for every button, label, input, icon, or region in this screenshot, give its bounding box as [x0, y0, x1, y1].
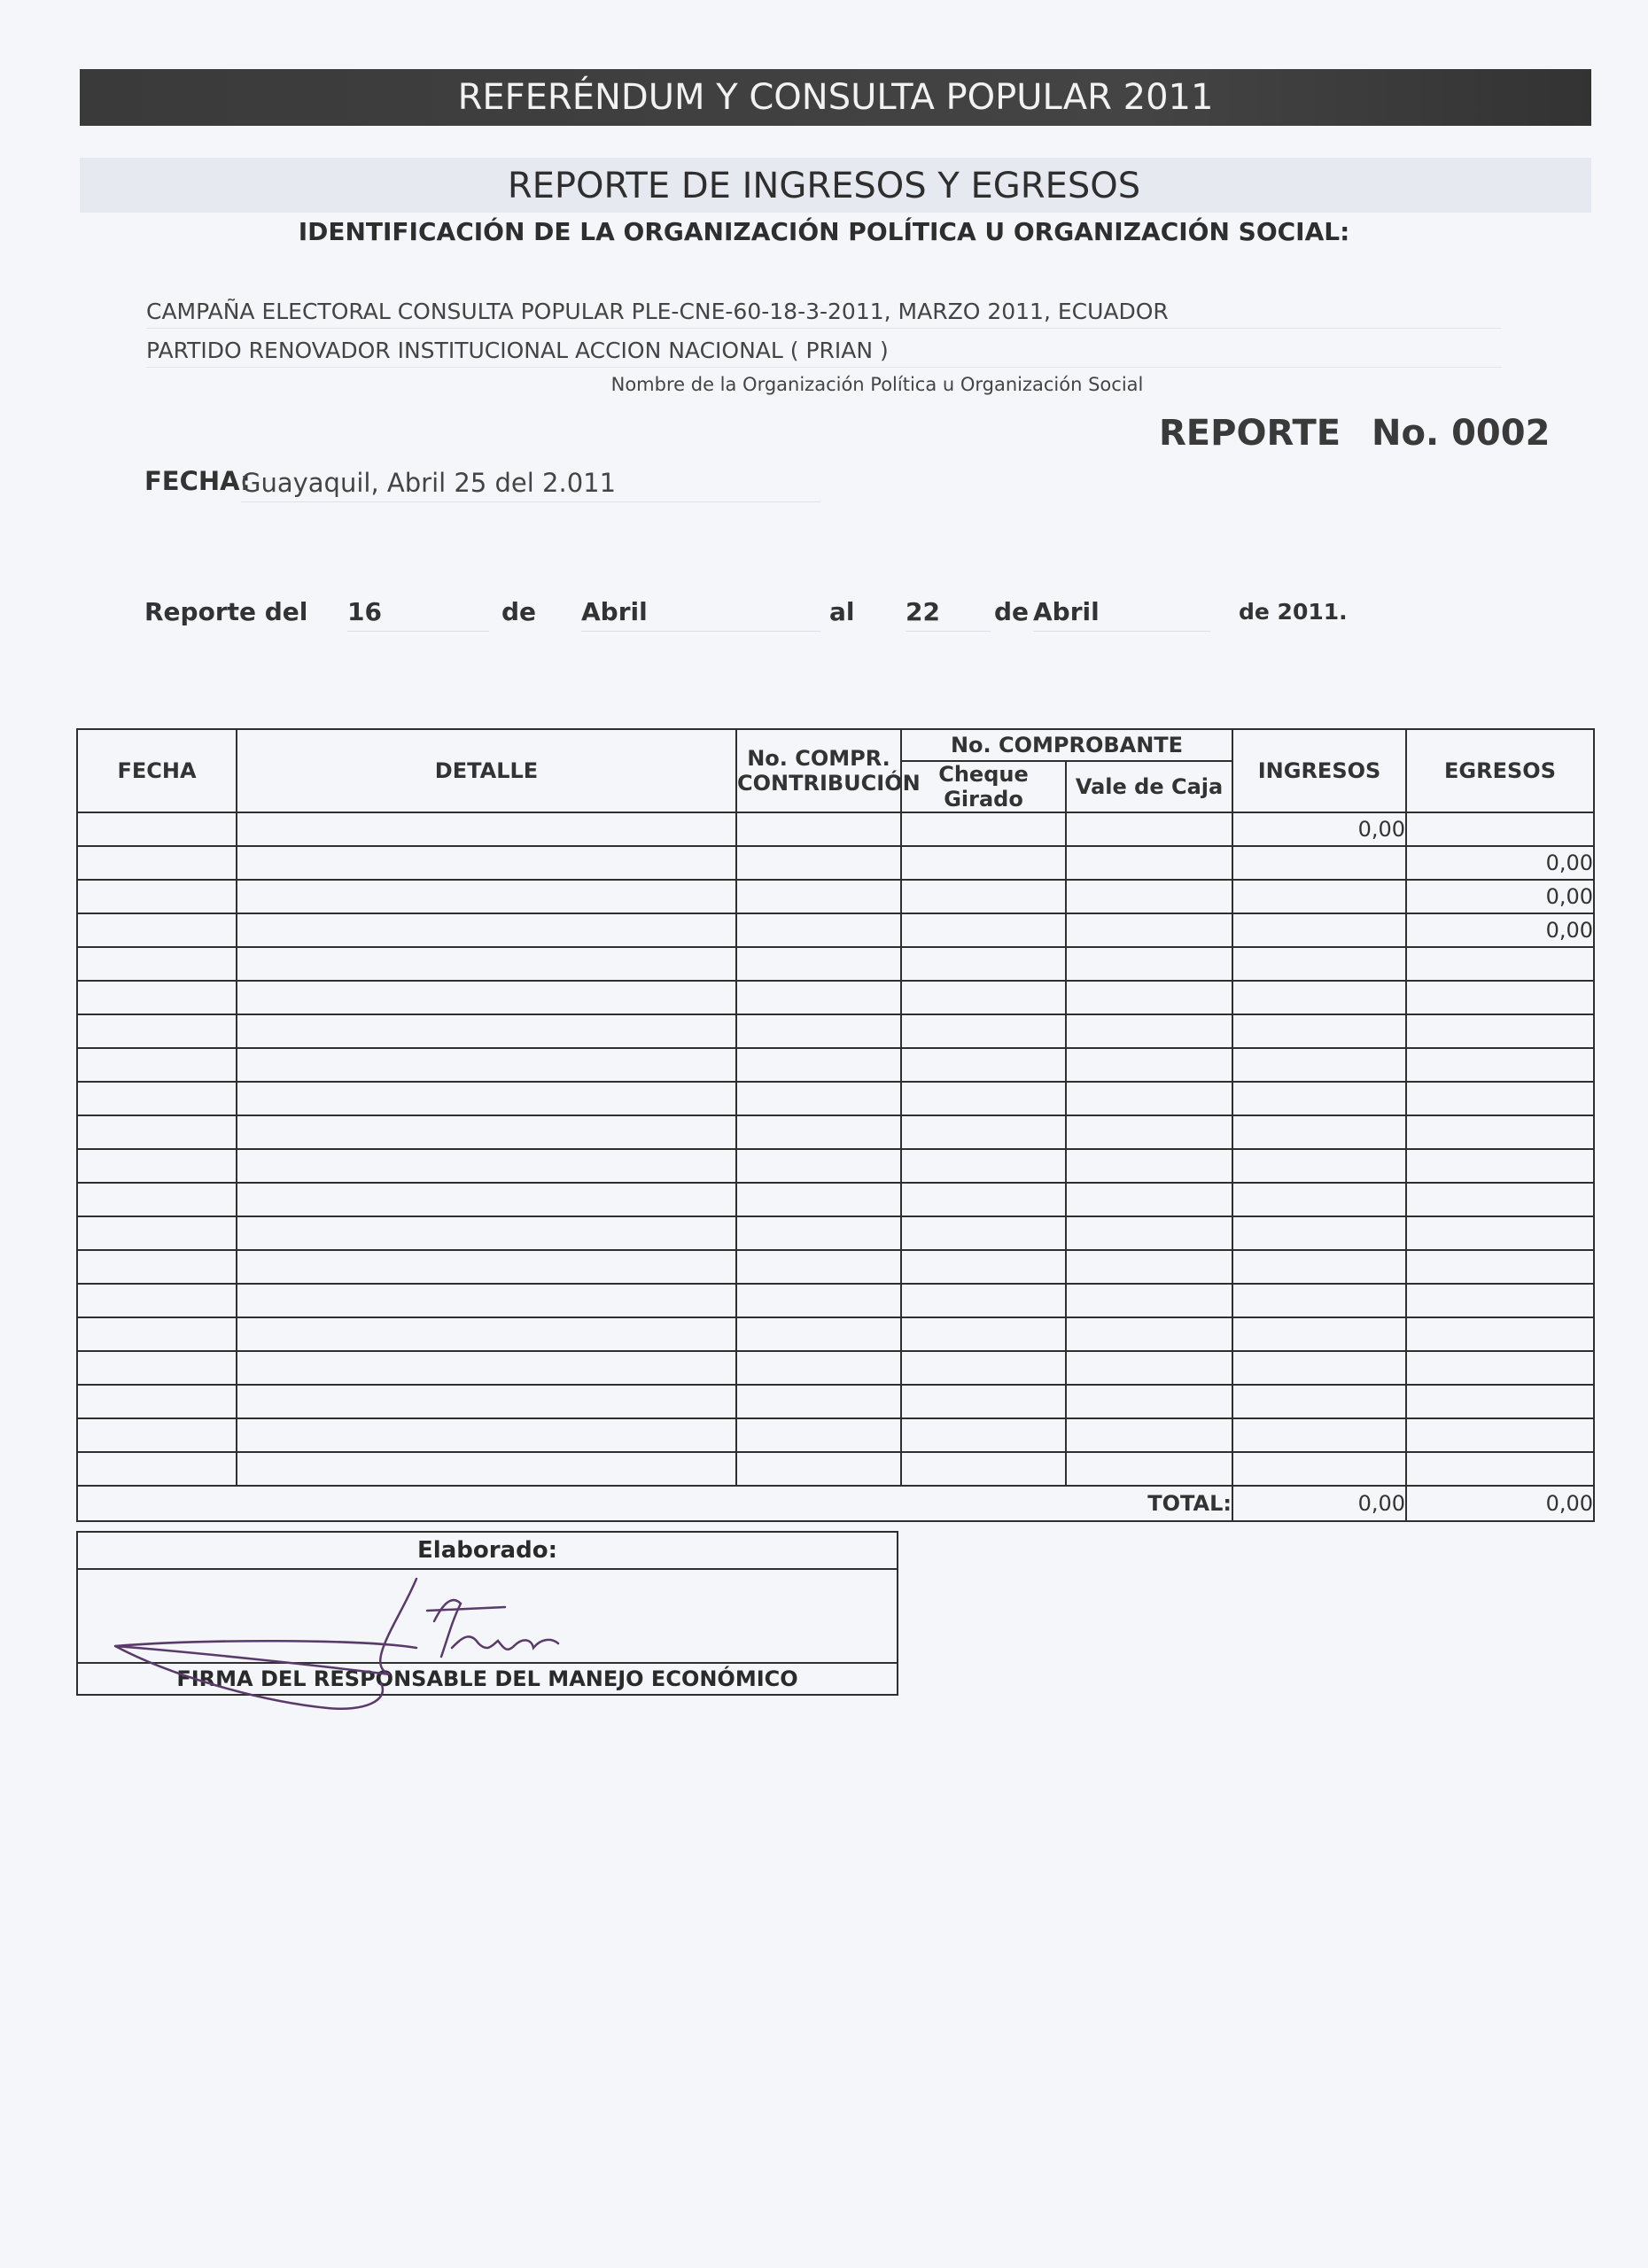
cell-egresos [1406, 1284, 1594, 1317]
col-vale-header: Vale de Caja [1066, 761, 1232, 812]
cell-ingresos [1232, 913, 1406, 947]
table-row [77, 1082, 1594, 1115]
cell-ingresos [1232, 1418, 1406, 1452]
cell-contrib [736, 1183, 901, 1216]
table-row [77, 1216, 1594, 1250]
cell-cheque [901, 880, 1066, 913]
cell-contrib [736, 1115, 901, 1149]
cell-detalle [237, 1452, 736, 1486]
cell-contrib [736, 913, 901, 947]
cell-cheque [901, 846, 1066, 880]
cell-egresos [1406, 1082, 1594, 1115]
cell-fecha [77, 981, 237, 1014]
table-row [77, 846, 1594, 880]
cell-detalle [237, 880, 736, 913]
cell-contrib [736, 1317, 901, 1351]
cell-ingresos [1232, 1048, 1406, 1082]
col-contribucion-line2: CONTRIBUCIÓN [737, 771, 921, 796]
cell-vale [1066, 1048, 1232, 1082]
cell-detalle [237, 1183, 736, 1216]
cell-cheque [901, 1014, 1066, 1048]
cell-detalle [237, 1351, 736, 1385]
cell-egresos [1406, 1115, 1594, 1149]
table-row [77, 1149, 1594, 1183]
cell-fecha [77, 1183, 237, 1216]
period-to-month: Abril [1033, 594, 1210, 632]
header-banner: REFERÉNDUM Y CONSULTA POPULAR 2011 [80, 69, 1591, 126]
cell-ingresos [1232, 1351, 1406, 1385]
cell-fecha [77, 1149, 237, 1183]
table-row [77, 812, 1594, 846]
cell-vale [1066, 1351, 1232, 1385]
cell-contrib [736, 880, 901, 913]
table-row [77, 1048, 1594, 1082]
cell-vale [1066, 1216, 1232, 1250]
cell-detalle [237, 1048, 736, 1082]
table-row [77, 1284, 1594, 1317]
cell-egresos [1406, 1216, 1594, 1250]
cell-fecha [77, 1250, 237, 1284]
cell-fecha [77, 1082, 237, 1115]
period-label: Reporte del [144, 597, 308, 626]
cell-contrib [736, 1250, 901, 1284]
table-row [77, 1115, 1594, 1149]
period-from-month: Abril [581, 594, 820, 632]
table-row [77, 1452, 1594, 1486]
cell-fecha [77, 1452, 237, 1486]
cell-egresos [1406, 1317, 1594, 1351]
cell-ingresos [1232, 1317, 1406, 1351]
cell-fecha [77, 1351, 237, 1385]
report-title: REPORTE DE INGRESOS Y EGRESOS [507, 166, 1141, 206]
cell-egresos: 0,00 [1406, 913, 1594, 947]
cell-egresos: 0,00 [1406, 880, 1594, 913]
cell-cheque [901, 1250, 1066, 1284]
cell-detalle [237, 1082, 736, 1115]
period-to-day: 22 [906, 594, 991, 632]
cell-cheque [901, 1149, 1066, 1183]
cell-cheque [901, 1418, 1066, 1452]
cell-ingresos [1232, 1452, 1406, 1486]
cell-ingresos [1232, 981, 1406, 1014]
cell-vale [1066, 880, 1232, 913]
cell-detalle [237, 1284, 736, 1317]
cell-vale [1066, 1014, 1232, 1048]
col-fecha-header: FECHA [77, 729, 237, 812]
cell-egresos: 0,00 [1406, 846, 1594, 880]
cell-contrib [736, 1014, 901, 1048]
cell-vale [1066, 913, 1232, 947]
cell-egresos [1406, 1385, 1594, 1418]
cell-ingresos [1232, 1250, 1406, 1284]
col-contribucion-header [736, 729, 921, 812]
cell-detalle [237, 1014, 736, 1048]
cell-detalle [237, 981, 736, 1014]
cell-cheque [901, 1351, 1066, 1385]
cell-vale [1066, 1115, 1232, 1149]
cell-fecha [77, 913, 237, 947]
handwritten-signature [97, 1568, 647, 1719]
cell-detalle [237, 846, 736, 880]
cell-cheque [901, 812, 1066, 846]
cell-cheque [901, 1385, 1066, 1418]
reporte-number: No. 0002 [1372, 413, 1551, 454]
col-cheque-header: Cheque Girado [901, 761, 1066, 812]
cell-vale [1066, 1149, 1232, 1183]
cell-egresos [1406, 1149, 1594, 1183]
cell-vale [1066, 981, 1232, 1014]
cell-contrib [736, 947, 901, 981]
cell-ingresos [1232, 947, 1406, 981]
cell-detalle [237, 1250, 736, 1284]
cell-cheque [901, 1082, 1066, 1115]
cell-egresos [1406, 1183, 1594, 1216]
cell-contrib [736, 846, 901, 880]
cell-contrib [736, 1284, 901, 1317]
table-row [77, 880, 1594, 913]
cell-cheque [901, 981, 1066, 1014]
cell-cheque [901, 1216, 1066, 1250]
cell-cheque [901, 1317, 1066, 1351]
cell-fecha [77, 1317, 237, 1351]
cell-ingresos [1232, 846, 1406, 880]
cell-vale [1066, 1317, 1232, 1351]
reporte-label: REPORTE [1159, 413, 1341, 454]
cell-cheque [901, 1452, 1066, 1486]
period-de-2: de [994, 597, 1030, 626]
cell-contrib [736, 1418, 901, 1452]
cell-contrib [736, 1149, 901, 1183]
cell-egresos [1406, 1351, 1594, 1385]
cell-fecha [77, 1284, 237, 1317]
cell-vale [1066, 1250, 1232, 1284]
period-de-1: de [501, 597, 537, 626]
cell-contrib [736, 1351, 901, 1385]
cell-ingresos [1232, 1014, 1406, 1048]
party-line: PARTIDO RENOVADOR INSTITUCIONAL ACCION NACIONAL ( PRIAN ) [146, 335, 1502, 368]
cell-contrib [736, 812, 901, 846]
table-row [77, 947, 1594, 981]
cell-fecha [77, 1418, 237, 1452]
cell-vale [1066, 1082, 1232, 1115]
total-ingresos: 0,00 [1232, 1486, 1406, 1521]
cell-fecha [77, 812, 237, 846]
cell-ingresos [1232, 1216, 1406, 1250]
table-row [77, 1317, 1594, 1351]
cell-fecha [77, 1048, 237, 1082]
cell-ingresos [1232, 1183, 1406, 1216]
cell-contrib [736, 1082, 901, 1115]
signature-footer-label: FIRMA DEL RESPONSABLE DEL MANEJO ECONÓMICO [78, 1662, 897, 1694]
identification-label: IDENTIFICACIÓN DE LA ORGANIZACIÓN POLÍTICA U ORGANIZACIÓN SOCIAL: [298, 217, 1350, 246]
cell-cheque [901, 1115, 1066, 1149]
elaborado-label: Elaborado: [78, 1533, 897, 1570]
table-row [77, 913, 1594, 947]
fecha-value: Guayaquil, Abril 25 del 2.011 [241, 464, 820, 502]
cell-vale [1066, 1452, 1232, 1486]
cell-fecha [77, 947, 237, 981]
cell-contrib [736, 1048, 901, 1082]
cell-contrib [736, 1385, 901, 1418]
col-detalle-header: DETALLE [237, 729, 736, 812]
total-label: TOTAL: [77, 1486, 1232, 1521]
cell-cheque [901, 1048, 1066, 1082]
table-row [77, 1183, 1594, 1216]
cell-cheque [901, 913, 1066, 947]
campaign-line: CAMPAÑA ELECTORAL CONSULTA POPULAR PLE-CNE-60-18-3-2011, MARZO 2011, ECUADOR [146, 296, 1502, 329]
table-row [77, 1014, 1594, 1048]
total-egresos: 0,00 [1406, 1486, 1594, 1521]
cell-fecha [77, 1216, 237, 1250]
cell-ingresos [1232, 1284, 1406, 1317]
cell-contrib [736, 1452, 901, 1486]
cell-ingresos [1232, 880, 1406, 913]
cell-egresos [1406, 1418, 1594, 1452]
period-year: de 2011. [1239, 599, 1348, 625]
cell-egresos [1406, 1452, 1594, 1486]
cell-fecha [77, 846, 237, 880]
cell-fecha [77, 1385, 237, 1418]
cell-contrib [736, 1216, 901, 1250]
cell-egresos [1406, 981, 1594, 1014]
cell-ingresos [1232, 1082, 1406, 1115]
cell-ingresos [1232, 1149, 1406, 1183]
table-row [77, 981, 1594, 1014]
cell-vale [1066, 846, 1232, 880]
cell-contrib [736, 981, 901, 1014]
cell-cheque [901, 947, 1066, 981]
cell-detalle [237, 1115, 736, 1149]
cell-detalle [237, 913, 736, 947]
cell-vale [1066, 947, 1232, 981]
table-row [77, 1250, 1594, 1284]
col-ingresos-header: INGRESOS [1232, 729, 1406, 812]
organization-caption: Nombre de la Organización Política u Organización Social [610, 374, 1144, 395]
cell-ingresos [1232, 1385, 1406, 1418]
cell-detalle [237, 1317, 736, 1351]
cell-vale [1066, 1385, 1232, 1418]
table-row [77, 1418, 1594, 1452]
table-row [77, 1385, 1594, 1418]
cell-vale [1066, 1418, 1232, 1452]
cell-vale [1066, 1183, 1232, 1216]
cell-detalle [237, 1385, 736, 1418]
cell-detalle [237, 812, 736, 846]
table-row [77, 1351, 1594, 1385]
cell-cheque [901, 1284, 1066, 1317]
cell-egresos [1406, 1014, 1594, 1048]
cell-egresos [1406, 947, 1594, 981]
period-al: al [829, 597, 855, 626]
cell-egresos [1406, 1250, 1594, 1284]
col-egresos-header: EGRESOS [1406, 729, 1594, 812]
ledger-table [76, 728, 1595, 1522]
cell-detalle [237, 1149, 736, 1183]
cell-ingresos [1232, 1115, 1406, 1149]
cell-detalle [237, 1418, 736, 1452]
cell-fecha [77, 1115, 237, 1149]
cell-egresos [1406, 1048, 1594, 1082]
cell-vale [1066, 1284, 1232, 1317]
cell-ingresos: 0,00 [1232, 812, 1406, 846]
cell-detalle [237, 947, 736, 981]
cell-fecha [77, 1014, 237, 1048]
cell-cheque [901, 1183, 1066, 1216]
fecha-label: FECHA: [144, 466, 251, 496]
cell-fecha [77, 880, 237, 913]
period-from-day: 16 [347, 594, 489, 632]
cell-egresos [1406, 812, 1594, 846]
col-comprobante-header: No. COMPROBANTE [901, 729, 1232, 761]
col-contribucion-line1: No. COMPR. [747, 746, 890, 771]
cell-vale [1066, 812, 1232, 846]
cell-detalle [237, 1216, 736, 1250]
